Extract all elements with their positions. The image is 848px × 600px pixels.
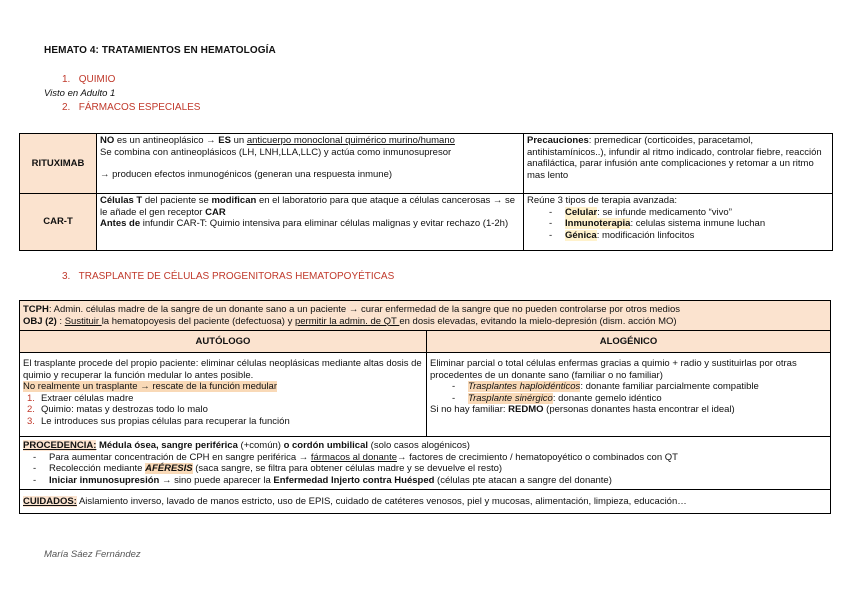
cart-line-2 bbox=[100, 218, 520, 230]
step-text: Quimio: matas y destrozas todo lo malo bbox=[41, 404, 208, 415]
rituximab-line-1 bbox=[100, 135, 520, 147]
text: es un antineoplásico → bbox=[114, 135, 219, 146]
cart-description bbox=[97, 194, 524, 251]
alogenico-body bbox=[427, 353, 831, 437]
list-item bbox=[23, 404, 423, 416]
text: → sino puede aparecer la bbox=[159, 474, 274, 486]
alogenico-redmo bbox=[430, 404, 827, 416]
text: (+común) bbox=[237, 440, 284, 451]
procedencia-line bbox=[23, 440, 827, 452]
section-quimio bbox=[62, 74, 115, 85]
type-name: Trasplantes haploidénticos bbox=[468, 381, 581, 392]
text-bold: Enfermedad Injerto contra Huésped bbox=[273, 474, 435, 486]
table-row bbox=[20, 301, 831, 331]
text: (células pte atacan a sangre del donante) bbox=[434, 474, 612, 486]
trasplante-table bbox=[19, 300, 831, 514]
step-number: 2. bbox=[27, 404, 35, 415]
therapies-intro: Reúne 3 tipos de terapia avanzada: bbox=[527, 195, 677, 206]
autologo-highlight: No realmente un trasplante → rescate de la función medular bbox=[23, 381, 277, 392]
text: Para aumentar concentración de CPH en sangre periférica → bbox=[49, 451, 311, 463]
text: → factores de crecimiento / hematopoyético o combinados con QT bbox=[397, 451, 678, 463]
text: Si no hay familiar: bbox=[430, 404, 509, 415]
obj-label: OBJ (2) bbox=[23, 315, 57, 327]
list-item: - Recolección mediante AFÉRESIS (saca sangre, se filtra para obtener células madre y se devuelve el resto) bbox=[33, 463, 503, 474]
tcph-label: TCPH bbox=[23, 304, 49, 315]
text-bold: NO bbox=[100, 135, 115, 146]
text-underlined: fármacos al donante bbox=[310, 451, 398, 463]
cuidados-text: Aislamiento inverso, lavado de manos estricto, uso de EPIS, cuidado de catéteres venosos, piel y mucosas, alimentación, limpieza, educación… bbox=[76, 495, 687, 507]
text: Recolección mediante bbox=[49, 463, 146, 474]
quimio-note: Visto en Adulto 1 bbox=[44, 88, 116, 99]
text: la hematopoyesis del paciente (defectuosa) y bbox=[101, 315, 295, 327]
list-item: - Inmunoterapia: celulas sistema inmune luchan bbox=[549, 218, 766, 229]
text: : bbox=[56, 315, 65, 327]
therapy-text: : celulas sistema inmune luchan bbox=[630, 218, 766, 229]
text: en dosis elevadas, evitando la mielo-depresión (dism. acción MO) bbox=[399, 315, 677, 327]
table-row bbox=[20, 134, 833, 194]
therapy-name: Génica bbox=[565, 229, 597, 241]
rituximab-line-2: Se combina con antineoplásicos (LH, LNH,LLA,LLC) y actúa como inmunosupresor bbox=[100, 146, 452, 158]
therapy-name: Celular bbox=[565, 206, 598, 218]
list-item: - Trasplante sinérgico: donante gemelo idéntico bbox=[452, 392, 662, 404]
section-number: 2. bbox=[62, 102, 71, 113]
section-trasplante bbox=[62, 271, 394, 282]
text: del paciente se bbox=[142, 195, 212, 206]
section-label: FÁRMACOS ESPECIALES bbox=[78, 102, 201, 113]
type-name: Trasplante sinérgico bbox=[468, 392, 553, 404]
section-label: TRASPLANTE DE CÉLULAS PROGENITORAS HEMATOPOYÉTICAS bbox=[78, 271, 395, 282]
list-item: - Para aumentar concentración de CPH en sangre periférica → fármacos al donante→ factores de crecimiento / hematopoyético o combinados con QT bbox=[33, 451, 678, 463]
cart-label: CAR-T bbox=[20, 194, 97, 251]
text-underlined: permitir la admin. de QT bbox=[294, 315, 400, 327]
step-text: Le introduces sus propias células para recuperar la función bbox=[41, 415, 290, 427]
step-number: 3. bbox=[27, 415, 35, 427]
precautions-text: : premedicar (corticoides, paracetamol, antihistamínicos..), infundir al ritmo indicado, controlar fiebre, reacción anafiláctica, parar infusión ante complicaciones y retomar a un ritmo mas lento bbox=[527, 135, 822, 181]
table-row bbox=[20, 437, 831, 490]
procedencia-cell bbox=[20, 437, 831, 490]
rituximab-label: RITUXIMAB bbox=[20, 134, 97, 194]
text-bold: CAR bbox=[205, 206, 226, 218]
tcph-text: : Admin. células madre de la sangre de un donante sano a un paciente → curar enfermedad de la sangre que no pueden controlarse por otros medios bbox=[48, 304, 680, 315]
precautions-label: Precauciones bbox=[527, 135, 589, 146]
autologo-steps bbox=[23, 393, 423, 428]
type-text: : donante gemelo idéntico bbox=[552, 392, 662, 404]
cuidados-cell bbox=[20, 490, 831, 514]
text-bold: modifican bbox=[211, 195, 257, 206]
text-bold: Células T bbox=[100, 195, 143, 206]
author: María Sáez Fernández bbox=[44, 549, 141, 560]
list-item: - Génica: modificación linfocitos bbox=[549, 229, 695, 241]
section-number: 1. bbox=[62, 74, 71, 85]
therapies-list bbox=[527, 207, 829, 242]
text: un bbox=[230, 135, 247, 146]
cart-therapies bbox=[524, 194, 833, 251]
procedencia-list bbox=[23, 452, 827, 487]
text: en el laboratorio para que ataque a células cancerosas → se le añade el gen receptor bbox=[100, 195, 516, 218]
list-item: - Trasplantes haploidénticos: donante familiar parcialmente compatible bbox=[452, 381, 759, 392]
text-bold: Antes de bbox=[100, 218, 141, 229]
text: infundir CAR-T: Quimio intensiva para eliminar células malignas y evitar rechazo (1-2h) bbox=[140, 218, 509, 229]
table-row bbox=[20, 331, 831, 353]
page-title: HEMATO 4: TRATAMIENTOS EN HEMATOLOGÍA bbox=[44, 45, 276, 56]
section-number: 3. bbox=[62, 271, 71, 282]
step-number: 1. bbox=[27, 392, 35, 404]
list-item bbox=[23, 393, 423, 405]
cart-line-1 bbox=[100, 195, 520, 218]
alogenico-paragraph: Eliminar parcial o total células enfermas gracias a quimio + radio y sustituirlas por otras procedentes de un donante sano (familiar o no familiar) bbox=[430, 358, 797, 381]
rituximab-precautions bbox=[524, 134, 833, 194]
autologo-header: AUTÓLOGO bbox=[20, 331, 427, 353]
alogenico-types bbox=[430, 381, 827, 404]
text-bold: REDMO bbox=[508, 404, 544, 415]
obj-line bbox=[23, 316, 827, 328]
procedencia-label: PROCEDENCIA: bbox=[23, 440, 97, 451]
cuidados-label: CUIDADOS: bbox=[23, 495, 77, 507]
text: (solo casos alogénicos) bbox=[368, 440, 470, 451]
section-farmacos bbox=[62, 102, 200, 113]
step-text: Extraer células madre bbox=[41, 392, 134, 404]
list-item: - Iniciar inmunosupresión → sino puede aparecer la Enfermedad Injerto contra Huésped (células pte atacan a sangre del donante) bbox=[33, 474, 612, 486]
tcph-line bbox=[23, 304, 827, 316]
text: (personas donantes hasta encontrar el ideal) bbox=[543, 404, 735, 415]
table-row bbox=[20, 353, 831, 437]
text-bold: ES bbox=[218, 135, 231, 146]
alogenico-header: ALOGÉNICO bbox=[427, 331, 831, 353]
type-text: : donante familiar parcialmente compatible bbox=[580, 381, 759, 392]
text-bold: Médula ósea, sangre periférica bbox=[96, 440, 238, 451]
text-bold: Iniciar inmunosupresión bbox=[49, 474, 160, 486]
text-underlined: Sustituir bbox=[64, 315, 102, 327]
farmacos-table bbox=[19, 133, 833, 251]
text-bold: AFÉRESIS bbox=[145, 463, 193, 474]
text-bold: o cordón umbilical bbox=[283, 440, 369, 451]
autologo-paragraph: El trasplante procede del propio paciente: eliminar células neoplásicas mediante altas dosis de quimio y recuperar la función medular lo antes posible. bbox=[23, 358, 422, 381]
table-row bbox=[20, 490, 831, 514]
therapy-text: : se infunde medicamento “vivo” bbox=[597, 206, 732, 218]
autologo-body bbox=[20, 353, 427, 437]
tcph-definition bbox=[20, 301, 831, 331]
text: (saca sangre, se filtra para obtener células madre y se devuelve el resto) bbox=[192, 463, 503, 474]
list-item bbox=[23, 416, 423, 428]
rituximab-description bbox=[97, 134, 524, 194]
list-item: - Celular: se infunde medicamento “vivo” bbox=[549, 206, 732, 218]
therapy-name: Inmunoterapia bbox=[565, 218, 631, 229]
text-underlined: anticuerpo monoclonal quimérico murino/humano bbox=[246, 135, 455, 146]
table-row bbox=[20, 194, 833, 251]
section-label: QUIMIO bbox=[78, 74, 116, 85]
rituximab-line-3: → producen efectos inmunogénicos (generan una respuesta inmune) bbox=[100, 169, 393, 180]
therapy-text: : modificación linfocitos bbox=[596, 229, 695, 241]
